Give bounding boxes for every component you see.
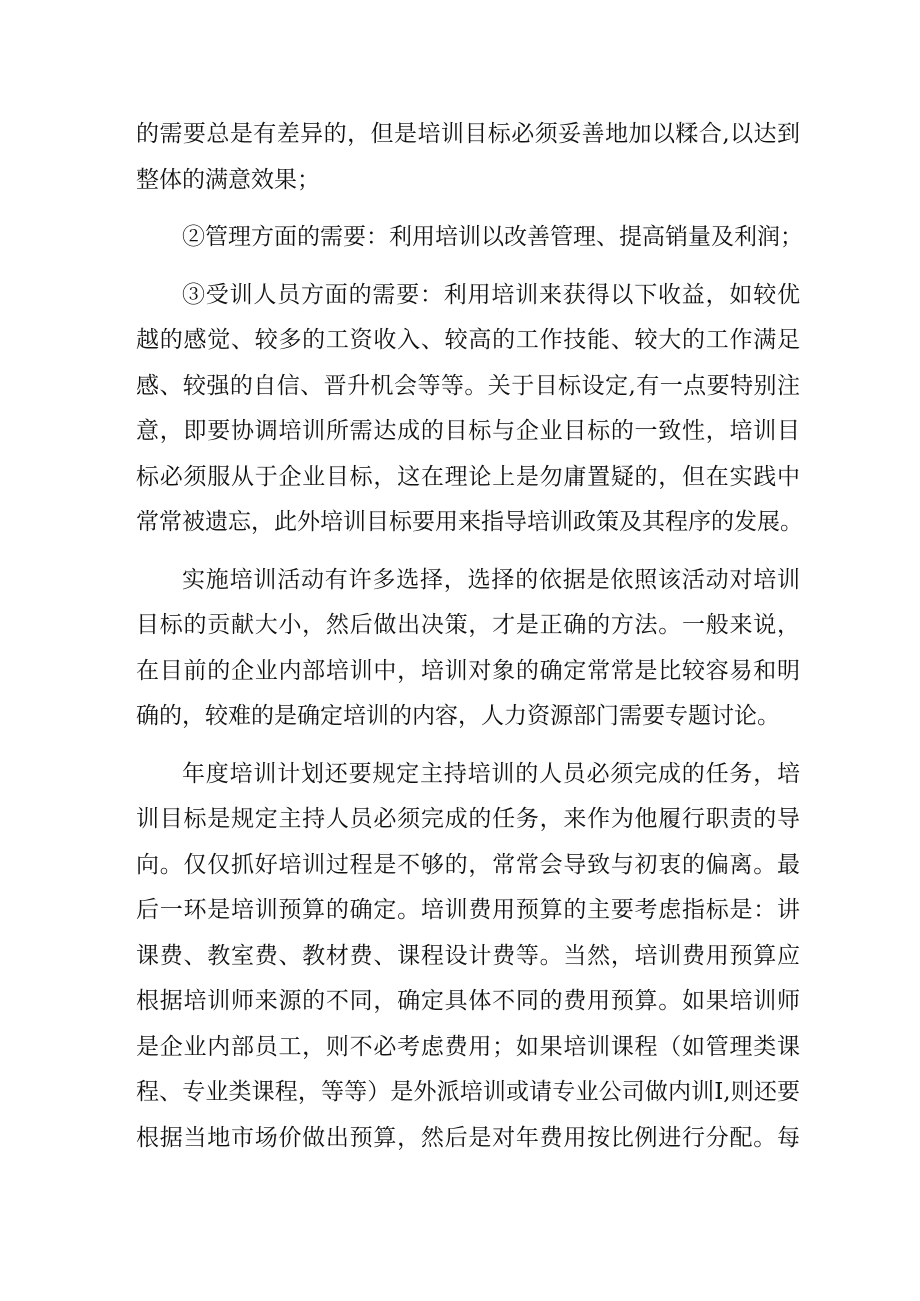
paragraph [136,112,800,203]
text-line: ②管理方面的需要：利用培训以改善管理、提高销量及利润； [182,224,803,250]
text-line: 是企业内部员工，则不必考虑费用；如果培训课程（如管理类课 [136,1033,800,1060]
text-line: 感、较强的自信、晋升机会等等。关于目标设定,有一点要特别注 [136,372,800,399]
text-line: 整体的满意效果； [136,166,320,193]
text-line: 根据当地市场价做出预算，然后是对年费用按比例进行分配。每 [136,1124,800,1151]
paragraph [136,752,800,1162]
paragraph [136,558,800,740]
text-line: 意，即要协调培训所需达成的目标与企业目标的一致性，培训目 [136,418,800,444]
text-line: 年度培训计划还要规定主持培训的人员必须完成的任务，培 [182,760,800,787]
text-line: 越的感觉、较多的工资收入、较高的工作技能、较大的工作满足 [136,327,800,353]
text-line: 实施培训活动有许多选择，选择的依据是依照该活动对培训 [182,566,800,593]
body-text [136,112,803,1161]
text-line: 确的，较难的是确定培训的内容，人力资源部门需要专题讨论。 [136,703,780,729]
text-line: 的需要总是有差异的，但是培训目标必须妥善地加以糅合,以达到 [136,121,800,147]
text-line: 常常被遗忘，此外培训目标要用来指导培训政策及其程序的发展。 [136,509,803,535]
text-line: 根据培训师来源的不同，确定具体不同的费用预算。如果培训师 [136,988,800,1014]
text-line: 目标的贡献大小，然后做出决策，才是正确的方法。一般来说， [136,612,800,638]
paragraph [136,215,803,261]
text-line: 后一环是培训预算的确定。培训费用预算的主要考虑指标是：讲 [136,897,800,923]
text-line: 标必须服从于企业目标，这在理论上是勿庸置疑的，但在实践中 [136,463,800,490]
paragraph [136,273,803,546]
text-line: 训目标是规定主持人员必须完成的任务，来作为他履行职责的导 [136,806,800,832]
text-line: 向。仅仅抓好培训过程是不够的，常常会导致与初衷的偏离。最 [136,851,800,878]
text-line: ③受训人员方面的需要：利用培训来获得以下收益，如较优 [182,281,800,308]
text-line: 程、专业类课程，等等）是外派培训或请专业公司做内训I,则还要 [136,1079,800,1105]
text-line: 课费、教室费、教材费、课程设计费等。当然，培训费用预算应 [136,942,800,969]
text-line: 在目前的企业内部培训中，培训对象的确定常常是比较容易和明 [136,657,800,684]
